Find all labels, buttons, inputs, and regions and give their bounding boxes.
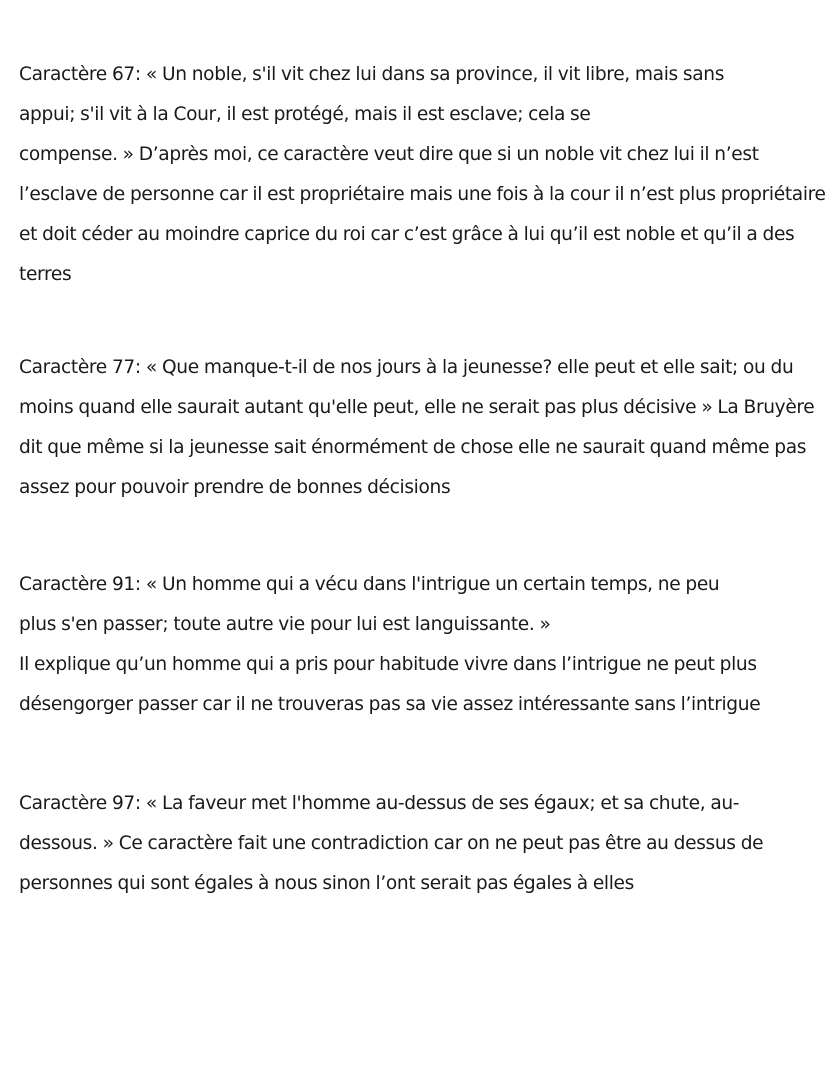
entry-caractere-97 xyxy=(19,784,819,904)
entry-caractere-91 xyxy=(19,565,819,725)
entry-line: et doit céder au moindre caprice du roi car c’est grâce à lui qu’il est noble et qu’il a des xyxy=(19,224,795,245)
entry-line xyxy=(19,55,819,95)
entry-line: moins quand elle saurait autant qu'elle peut, elle ne serait pas plus décisive » La Bruyère xyxy=(19,397,815,418)
entry-line xyxy=(19,565,819,605)
entry-line: assez pour pouvoir prendre de bonnes décisions xyxy=(19,477,451,498)
entry-line: l’esclave de personne car il est propriétaire mais une fois à la cour il n’est plus propriétaire xyxy=(19,184,826,205)
entry-text: « La faveur met l'homme au-dessus de ses égaux; et sa chute, au- xyxy=(140,793,740,814)
entry-heading: Caractère 97: xyxy=(19,784,141,824)
entry-caractere-77 xyxy=(19,348,819,508)
entry-text: « Un noble, s'il vit chez lui dans sa province, il vit libre, mais sans xyxy=(140,64,725,85)
entry-text: « Un homme qui a vécu dans l'intrigue un certain temps, ne peu xyxy=(140,574,720,595)
entry-line: dit que même si la jeunesse sait énormément de chose elle ne saurait quand même pas xyxy=(19,437,807,458)
entry-caractere-67 xyxy=(19,55,826,295)
entry-line: compense. » D’après moi, ce caractère veut dire que si un noble vit chez lui il n’est xyxy=(19,144,759,165)
entry-line: Il explique qu’un homme qui a pris pour habitude vivre dans l’intrigue ne peut plus xyxy=(19,654,757,675)
entry-heading: Caractère 77: xyxy=(19,348,141,388)
entry-text: « Que manque-t-il de nos jours à la jeunesse? elle peut et elle sait; ou du xyxy=(140,357,794,378)
entry-line: personnes qui sont égales à nous sinon l’ont serait pas égales à elles xyxy=(19,873,634,894)
entry-line: désengorger passer car il ne trouveras pas sa vie assez intéressante sans l’intrigue xyxy=(19,694,761,715)
entry-heading: Caractère 67: xyxy=(19,55,141,95)
entry-line: terres xyxy=(19,264,72,285)
entry-line: appui; s'il vit à la Cour, il est protégé, mais il est esclave; cela se xyxy=(19,104,591,125)
entry-line: plus s'en passer; toute autre vie pour lui est languissante. » xyxy=(19,614,551,635)
entry-line xyxy=(19,348,819,388)
entry-heading: Caractère 91: xyxy=(19,565,141,605)
entry-line: dessous. » Ce caractère fait une contradiction car on ne peut pas être au dessus de xyxy=(19,833,764,854)
entry-line xyxy=(19,784,819,824)
